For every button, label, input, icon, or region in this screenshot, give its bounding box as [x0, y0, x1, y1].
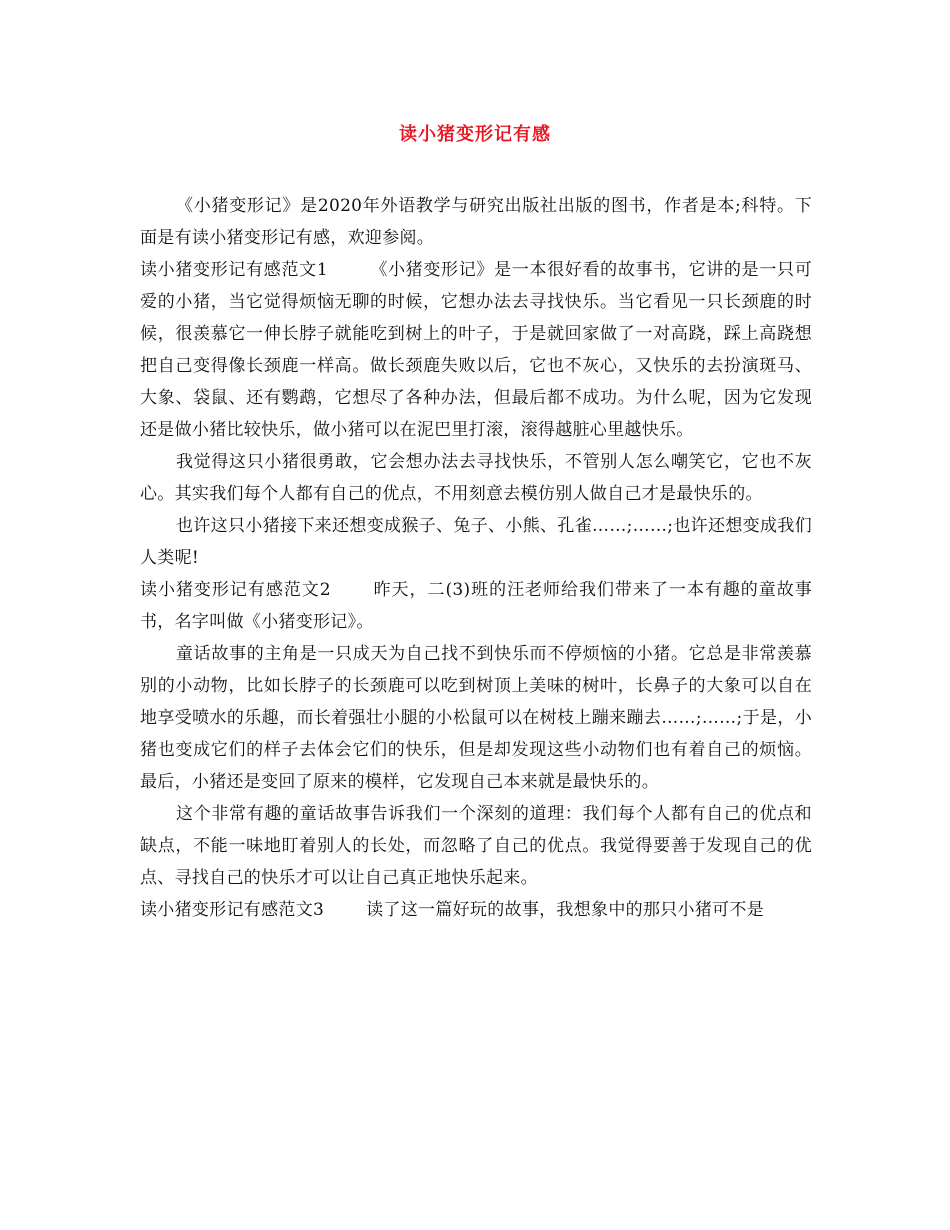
essay-heading: 读小猪变形记有感范文2: [140, 580, 331, 600]
essay-heading: 读小猪变形记有感范文3: [140, 900, 325, 920]
paragraph: [140, 446, 812, 510]
paragraph-text: 我觉得这只小猪很勇敢，它会想办法去寻找快乐，不管别人怎么嘲笑它，它也不灰心。其实我们每个人都有自己的优点，不用刻意去模仿别人做自己才是最快乐的。: [140, 452, 812, 504]
essay-heading: 读小猪变形记有感范文1: [140, 260, 328, 280]
paragraph: [140, 510, 812, 574]
paragraph: [140, 798, 812, 894]
paragraph-essay-2: [140, 574, 812, 638]
paragraph-text: 读了这一篇好玩的故事，我想象中的那只小猪可不是: [366, 900, 765, 920]
paragraph-text: 也许这只小猪接下来还想变成猴子、兔子、小熊、孔雀……;……;也许还想变成我们人类呢!: [140, 516, 812, 568]
document-title: 读小猪变形记有感: [399, 124, 551, 145]
document-body: [140, 190, 812, 926]
paragraph-essay-3: [140, 894, 812, 926]
paragraph-text: 《小猪变形记》是一本很好看的故事书，它讲的是一只可爱的小猪，当它觉得烦恼无聊的时候，它想办法去寻找快乐。当它看见一只长颈鹿的时候，很羡慕它一伸长脖子就能吃到树上的叶子，于是就回家做了一对高跷，踩上高跷想把自己变得像长颈鹿一样高。做长颈鹿失败以后，它也不灰心，又快乐的去扮演斑马、大象、袋鼠、还有鹦鹉，它想尽了各种办法，但最后都不成功。为什么呢，因为它发现还是做小猪比较快乐，做小猪可以在泥巴里打滚，滚得越脏心里越快乐。: [140, 260, 812, 440]
paragraph-essay-1: [140, 254, 812, 446]
paragraph-text: 童话故事的主角是一只成天为自己找不到快乐而不停烦恼的小猪。它总是非常羡慕别的小动物，比如长脖子的长颈鹿可以吃到树顶上美味的树叶，长鼻子的大象可以自在地享受喷水的乐趣，而长着强壮小腿的小松鼠可以在树枝上蹦来蹦去……;……;于是，小猪也变成它们的样子去体会它们的快乐，但是却发现这些小动物们也有着自己的烦恼。最后，小猪还是变回了原来的模样，它发现自己本来就是最快乐的。: [140, 644, 812, 792]
paragraph: [140, 638, 812, 798]
paragraph-text: 《小猪变形记》是2020年外语教学与研究出版社出版的图书，作者是本;科特。下面是有读小猪变形记有感，欢迎参阅。: [140, 196, 812, 248]
paragraph-text: 昨天，二(3)班的汪老师给我们带来了一本有趣的童故事书，名字叫做《小猪变形记》。: [140, 580, 812, 632]
paragraph-text: 这个非常有趣的童话故事告诉我们一个深刻的道理：我们每个人都有自己的优点和缺点，不能一味地盯着别人的长处，而忽略了自己的优点。我觉得要善于发现自己的优点、寻找自己的快乐才可以让自己真正地快乐起来。: [140, 804, 812, 888]
paragraph-intro: [140, 190, 812, 254]
